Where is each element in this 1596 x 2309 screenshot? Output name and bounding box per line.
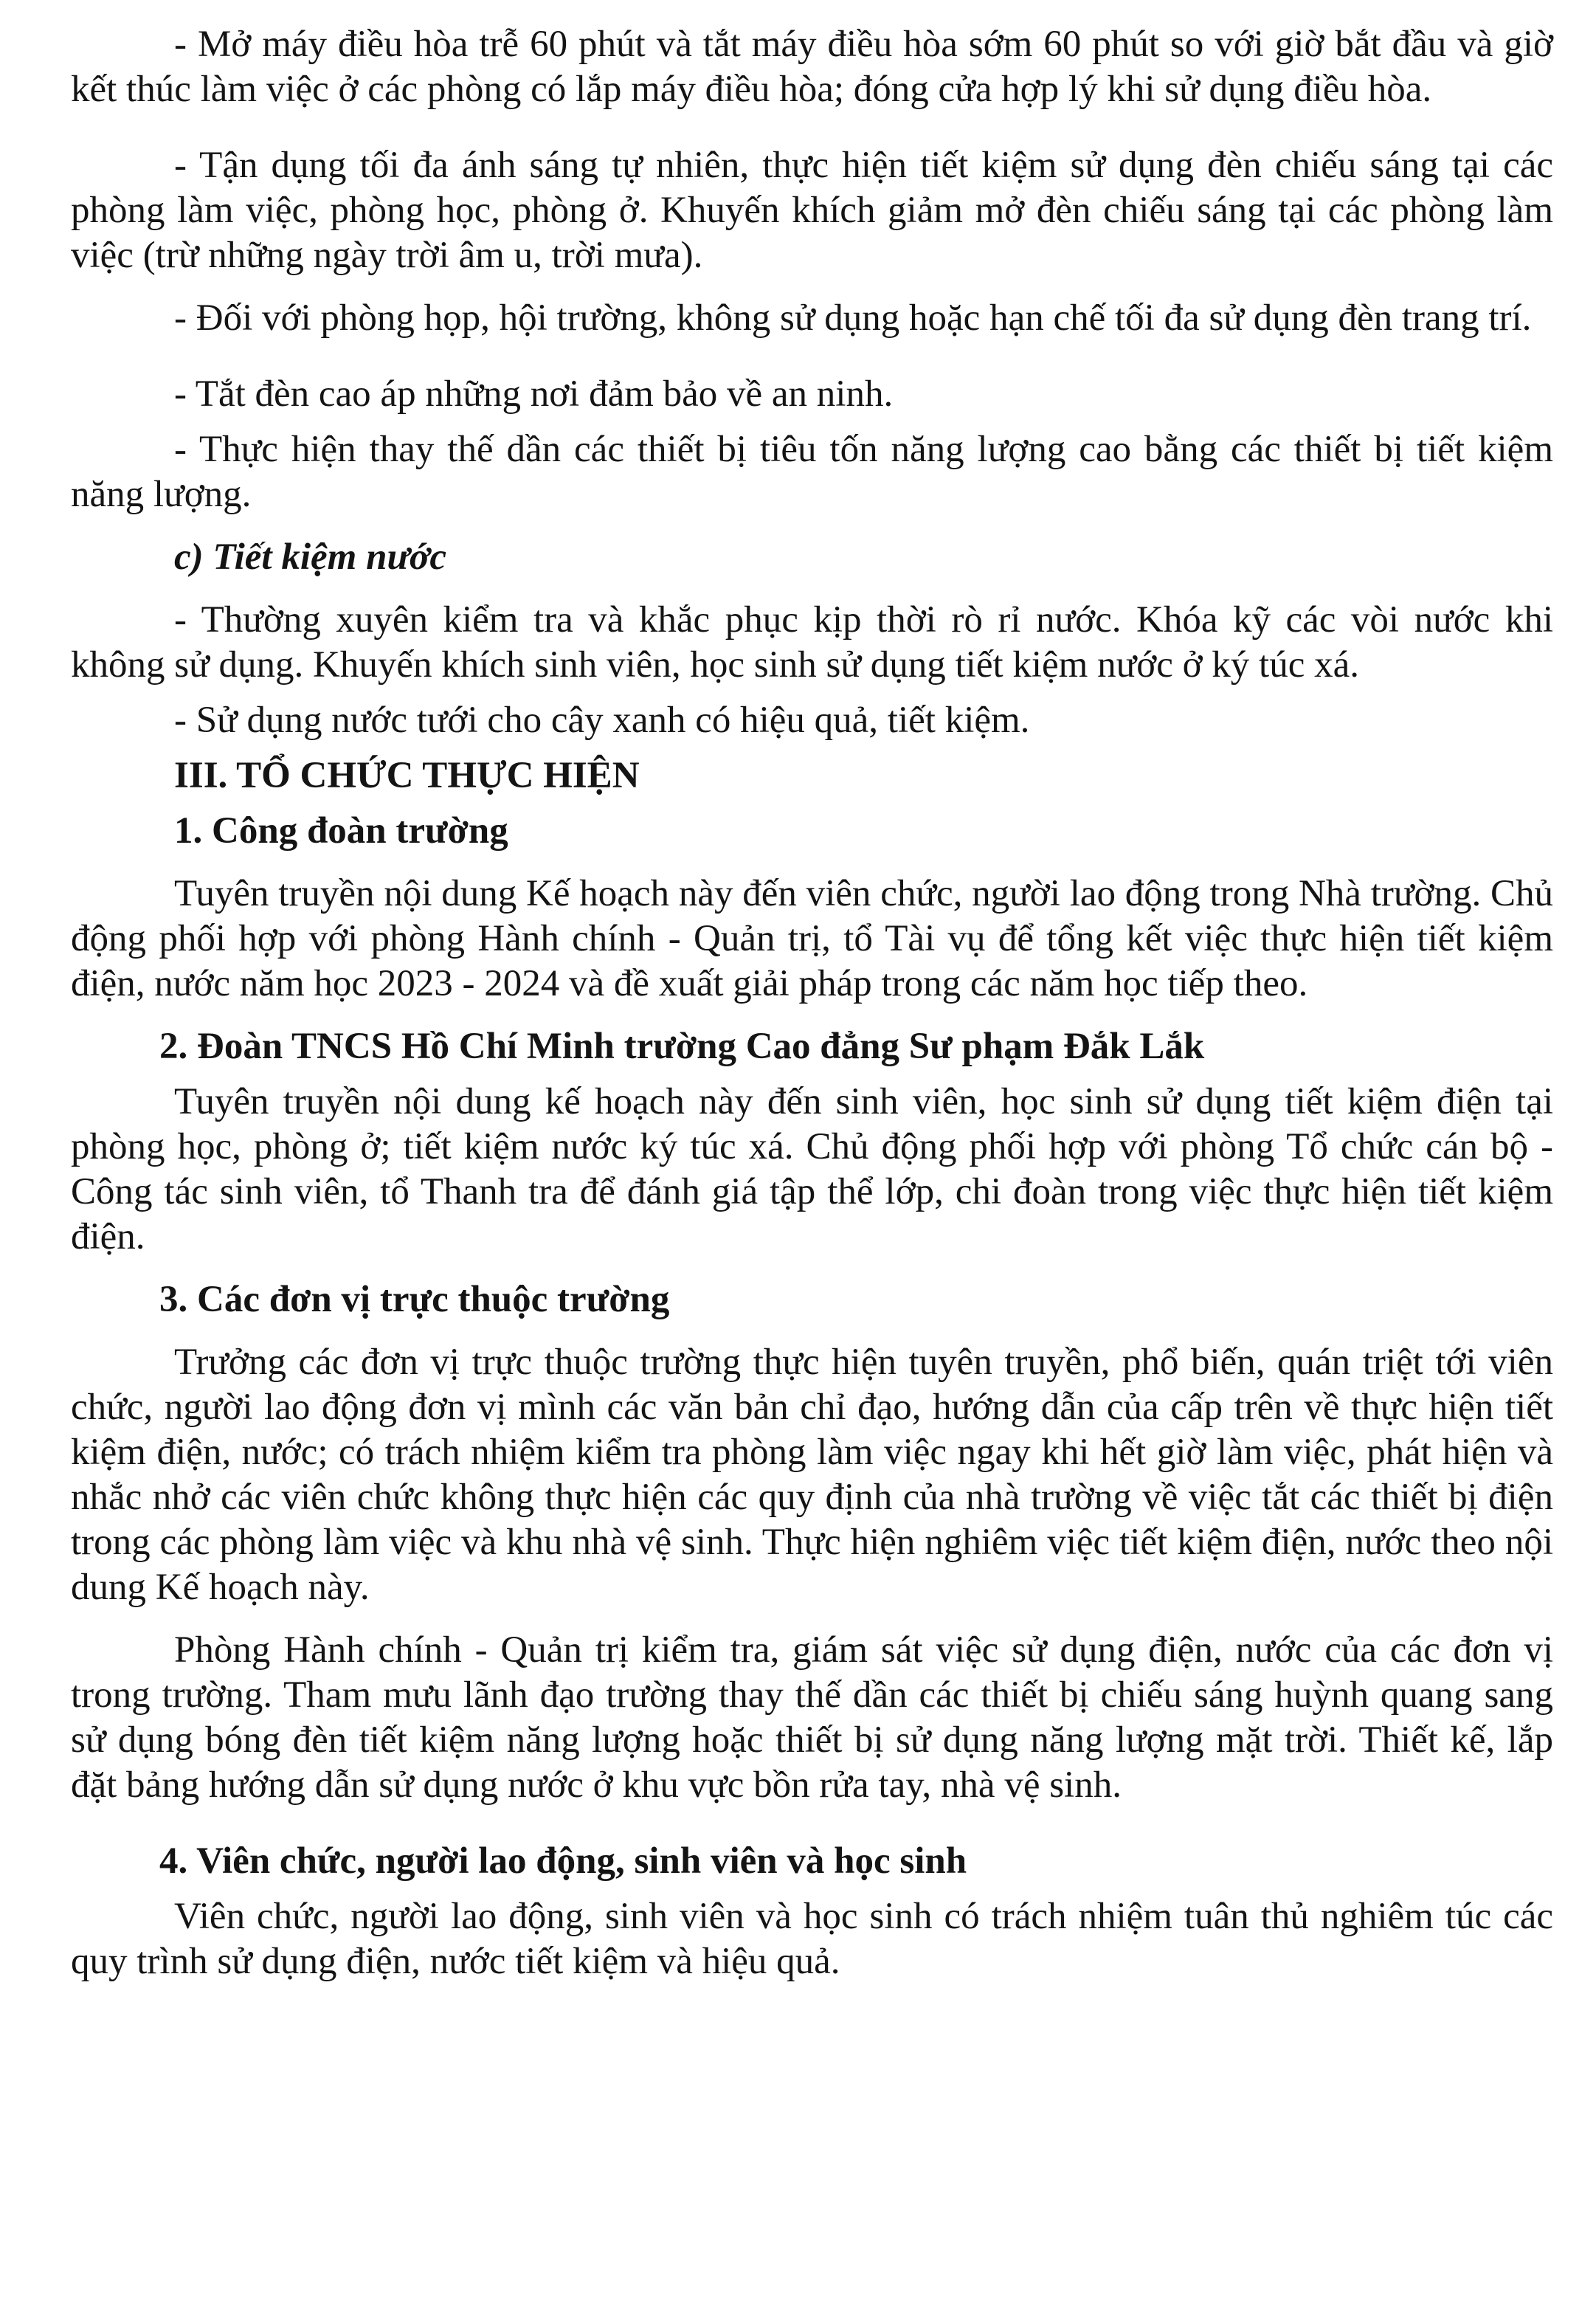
paragraph-natural-light: - Tận dụng tối đa ánh sáng tự nhiên, thực hiện tiết kiệm sử dụng đèn chiếu sáng tại các phòng làm việc, phòng học, phòng ở. Khuyến khích giảm mở đèn chiếu sáng tại các phòng làm việc (trừ những ngày trời âm u, trời mưa). bbox=[71, 145, 1553, 276]
paragraph-staff-students: Viên chức, người lao động, sinh viên và học sinh có trách nhiệm tuân thủ nghiêm túc các quy trình sử dụng điện, nước tiết kiệm và hiệu quả. bbox=[71, 1896, 1553, 1982]
paragraph-air-conditioner: - Mở máy điều hòa trễ 60 phút và tắt máy điều hòa sớm 60 phút so với giờ bắt đầu và giờ kết thúc làm việc ở các phòng có lắp máy điều hòa; đóng cửa hợp lý khi sử dụng điều hòa. bbox=[71, 24, 1553, 110]
heading-trade-union: 1. Công đoàn trường bbox=[174, 810, 508, 852]
paragraph-admin-office: Phòng Hành chính - Quản trị kiểm tra, giám sát việc sử dụng điện, nước của các đơn vị trong trường. Tham mưu lãnh đạo trường thay thế dần các thiết bị chiếu sáng huỳnh quang sang sử dụng bóng đèn tiết kiệm năng lượng hoặc thiết bị sử dụng năng lượng mặt trời. Thiết kế, lắp đặt bảng hướng dẫn sử dụng nước ở khu vực bồn rửa tay, nhà vệ sinh. bbox=[71, 1629, 1553, 1806]
paragraph-trade-union: Tuyên truyền nội dung Kế hoạch này đến viên chức, người lao động trong Nhà trường. Chủ động phối hợp với phòng Hành chính - Quản trị, tổ Tài vụ để tổng kết việc thực hiện tiết kiệm điện, nước năm học 2023 - 2024 và đề xuất giải pháp trong các năm học tiếp theo. bbox=[71, 873, 1553, 1004]
paragraph-youth-union: Tuyên truyền nội dung kế hoạch này đến sinh viên, học sinh sử dụng tiết kiệm điện tại phòng học, phòng ở; tiết kiệm nước ký túc xá. Chủ động phối hợp với phòng Tổ chức cán bộ - Công tác sinh viên, tổ Thanh tra để đánh giá tập thể lớp, chi đoàn trong việc thực hiện tiết kiệm điện. bbox=[71, 1081, 1553, 1257]
paragraph-watering-trees: - Sử dụng nước tưới cho cây xanh có hiệu quả, tiết kiệm. bbox=[174, 700, 1030, 741]
section-title: III. TỔ CHỨC THỰC HIỆN bbox=[174, 755, 640, 796]
paragraph-affiliated-units: Trưởng các đơn vị trực thuộc trường thực hiện tuyên truyền, phổ biến, quán triệt tới viên chức, người lao động đơn vị mình các văn bản chỉ đạo, hướng dẫn của cấp trên về thực hiện tiết kiệm điện, nước; có trách nhiệm kiểm tra phòng làm việc ngay khi hết giờ làm việc, phát hiện và nhắc nhở các viên chức không thực hiện các quy định của nhà trường về việc tắt các thiết bị điện trong các phòng làm việc và khu nhà vệ sinh. Thực hiện nghiêm việc tiết kiệm điện, nước theo nội dung Kế hoạch này. bbox=[71, 1342, 1553, 1608]
heading-affiliated-units: 3. Các đơn vị trực thuộc trường bbox=[159, 1279, 670, 1320]
heading-youth-union: 2. Đoàn TNCS Hồ Chí Minh trường Cao đẳng Sư phạm Đắk Lắk bbox=[159, 1026, 1205, 1067]
water-saving-heading: c) Tiết kiệm nước bbox=[174, 536, 447, 578]
heading-staff-students: 4. Viên chức, người lao động, sinh viên và học sinh bbox=[159, 1840, 967, 1882]
paragraph-high-pressure-lights: - Tắt đèn cao áp những nơi đảm bảo về an ninh. bbox=[174, 373, 894, 415]
paragraph-water-leaks: - Thường xuyên kiểm tra và khắc phục kịp thời rò rỉ nước. Khóa kỹ các vòi nước khi không sử dụng. Khuyến khích sinh viên, học sinh sử dụng tiết kiệm nước ở ký túc xá. bbox=[71, 599, 1553, 686]
paragraph-replace-devices: - Thực hiện thay thế dần các thiết bị tiêu tốn năng lượng cao bằng các thiết bị tiết kiệm năng lượng. bbox=[71, 429, 1553, 515]
paragraph-meeting-rooms: - Đối với phòng họp, hội trường, không sử dụng hoặc hạn chế tối đa sử dụng đèn trang trí. bbox=[174, 297, 1532, 339]
